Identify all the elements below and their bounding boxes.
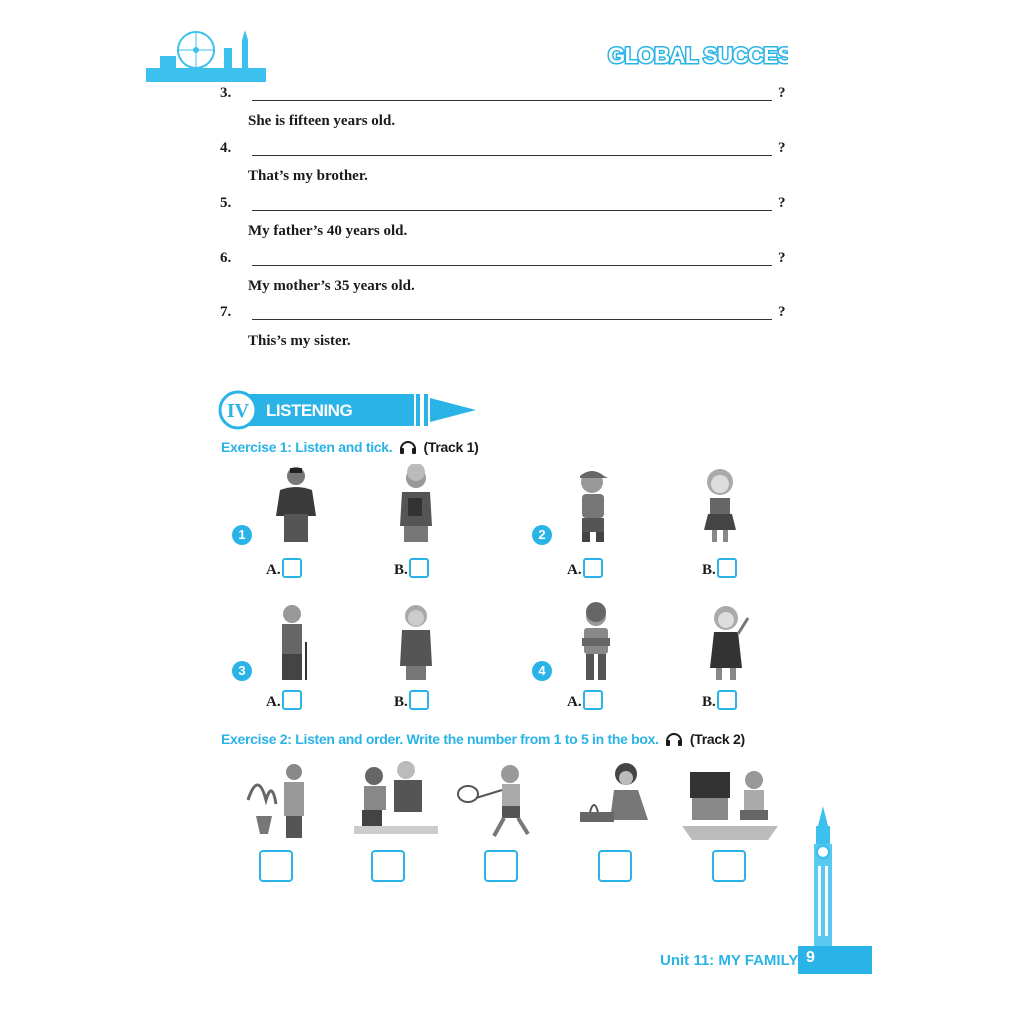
option-b[interactable] <box>394 558 429 579</box>
tick-box[interactable] <box>717 558 737 578</box>
exercise-1-instruction: Exercise 1: Listen and tick. <box>221 439 393 455</box>
tick-box[interactable] <box>282 690 302 710</box>
brand-text: GLOBAL SUCCESS <box>608 43 788 68</box>
boy-badminton-illustration <box>454 760 558 840</box>
question-mark: ? <box>778 304 786 320</box>
option-label: A. <box>567 562 582 578</box>
question-mark: ? <box>778 85 786 101</box>
section-roman-numeral: IV <box>226 400 250 422</box>
item-number-badge: 3 <box>232 661 252 681</box>
question-number: 7. <box>220 304 232 320</box>
answer-line[interactable] <box>252 319 772 320</box>
tick-box[interactable] <box>409 558 429 578</box>
item-number-badge: 4 <box>532 661 552 681</box>
option-b[interactable] <box>394 690 429 711</box>
question-mark: ? <box>778 250 786 266</box>
tick-box[interactable] <box>583 558 603 578</box>
mother-waving-illustration <box>698 602 758 682</box>
order-number-box[interactable] <box>259 850 293 882</box>
question-mark: ? <box>778 140 786 156</box>
option-label: B. <box>394 694 408 710</box>
answer-text: That’s my brother. <box>248 168 368 184</box>
answer-text: She is fifteen years old. <box>248 113 396 129</box>
boy-watching-tv-illustration <box>678 760 782 840</box>
girl-planting-illustration <box>570 760 674 840</box>
answer-line[interactable] <box>252 210 772 211</box>
option-b[interactable] <box>702 690 737 711</box>
boy-grandfather-playing-illustration <box>344 760 448 840</box>
tick-box[interactable] <box>409 690 429 710</box>
page-number: 9 <box>806 949 815 966</box>
option-label: A. <box>567 694 582 710</box>
option-a[interactable] <box>266 558 302 579</box>
headphones-icon <box>665 730 683 747</box>
order-number-box[interactable] <box>712 850 746 882</box>
exercise-1-title <box>221 438 478 455</box>
exercise-2-instruction: Exercise 2: Listen and order. Write the number from 1 to 5 in the box. <box>221 731 659 747</box>
answer-text: My father’s 40 years old. <box>248 223 408 239</box>
woman-watering-plant-illustration <box>236 760 340 840</box>
answer-line[interactable] <box>252 265 772 266</box>
option-label: A. <box>266 694 281 710</box>
option-b[interactable] <box>702 558 737 579</box>
girl-illustration <box>690 464 750 544</box>
section-title: LISTENING <box>266 401 353 420</box>
track-label: (Track 2) <box>689 731 745 747</box>
tick-box[interactable] <box>282 558 302 578</box>
question-number: 6. <box>220 250 232 266</box>
option-label: B. <box>702 562 716 578</box>
order-number-box[interactable] <box>484 850 518 882</box>
page-number-tab <box>798 946 872 974</box>
grandmother-glasses-illustration <box>386 602 446 682</box>
tick-box[interactable] <box>717 690 737 710</box>
boy-cap-illustration <box>564 464 624 544</box>
question-number: 4. <box>220 140 232 156</box>
option-a[interactable] <box>567 558 603 579</box>
answer-line[interactable] <box>252 100 772 101</box>
option-a[interactable] <box>266 690 302 711</box>
boy-arms-crossed-illustration <box>566 602 626 682</box>
answer-line[interactable] <box>252 155 772 156</box>
question-mark: ? <box>778 195 786 211</box>
answer-text: This’s my sister. <box>248 333 351 349</box>
section-banner <box>218 390 480 430</box>
city-skyline-illustration <box>146 28 266 82</box>
item-number-badge: 2 <box>532 525 552 545</box>
order-number-box[interactable] <box>598 850 632 882</box>
grandmother-illustration <box>386 464 446 544</box>
order-number-box[interactable] <box>371 850 405 882</box>
option-a[interactable] <box>567 690 603 711</box>
question-number: 3. <box>220 85 232 101</box>
tick-box[interactable] <box>583 690 603 710</box>
option-label: B. <box>702 694 716 710</box>
track-label: (Track 1) <box>423 439 479 455</box>
global-success-logo <box>606 38 788 70</box>
man-illustration <box>266 464 326 544</box>
question-number: 5. <box>220 195 232 211</box>
grandfather-illustration <box>262 602 322 682</box>
footer-unit-label: Unit 11: MY FAMILY <box>660 952 799 969</box>
exercise-2-title <box>221 730 745 747</box>
answer-text: My mother’s 35 years old. <box>248 278 415 294</box>
option-label: A. <box>266 562 281 578</box>
clock-tower-illustration <box>806 806 840 948</box>
headphones-icon <box>399 438 417 455</box>
item-number-badge: 1 <box>232 525 252 545</box>
option-label: B. <box>394 562 408 578</box>
